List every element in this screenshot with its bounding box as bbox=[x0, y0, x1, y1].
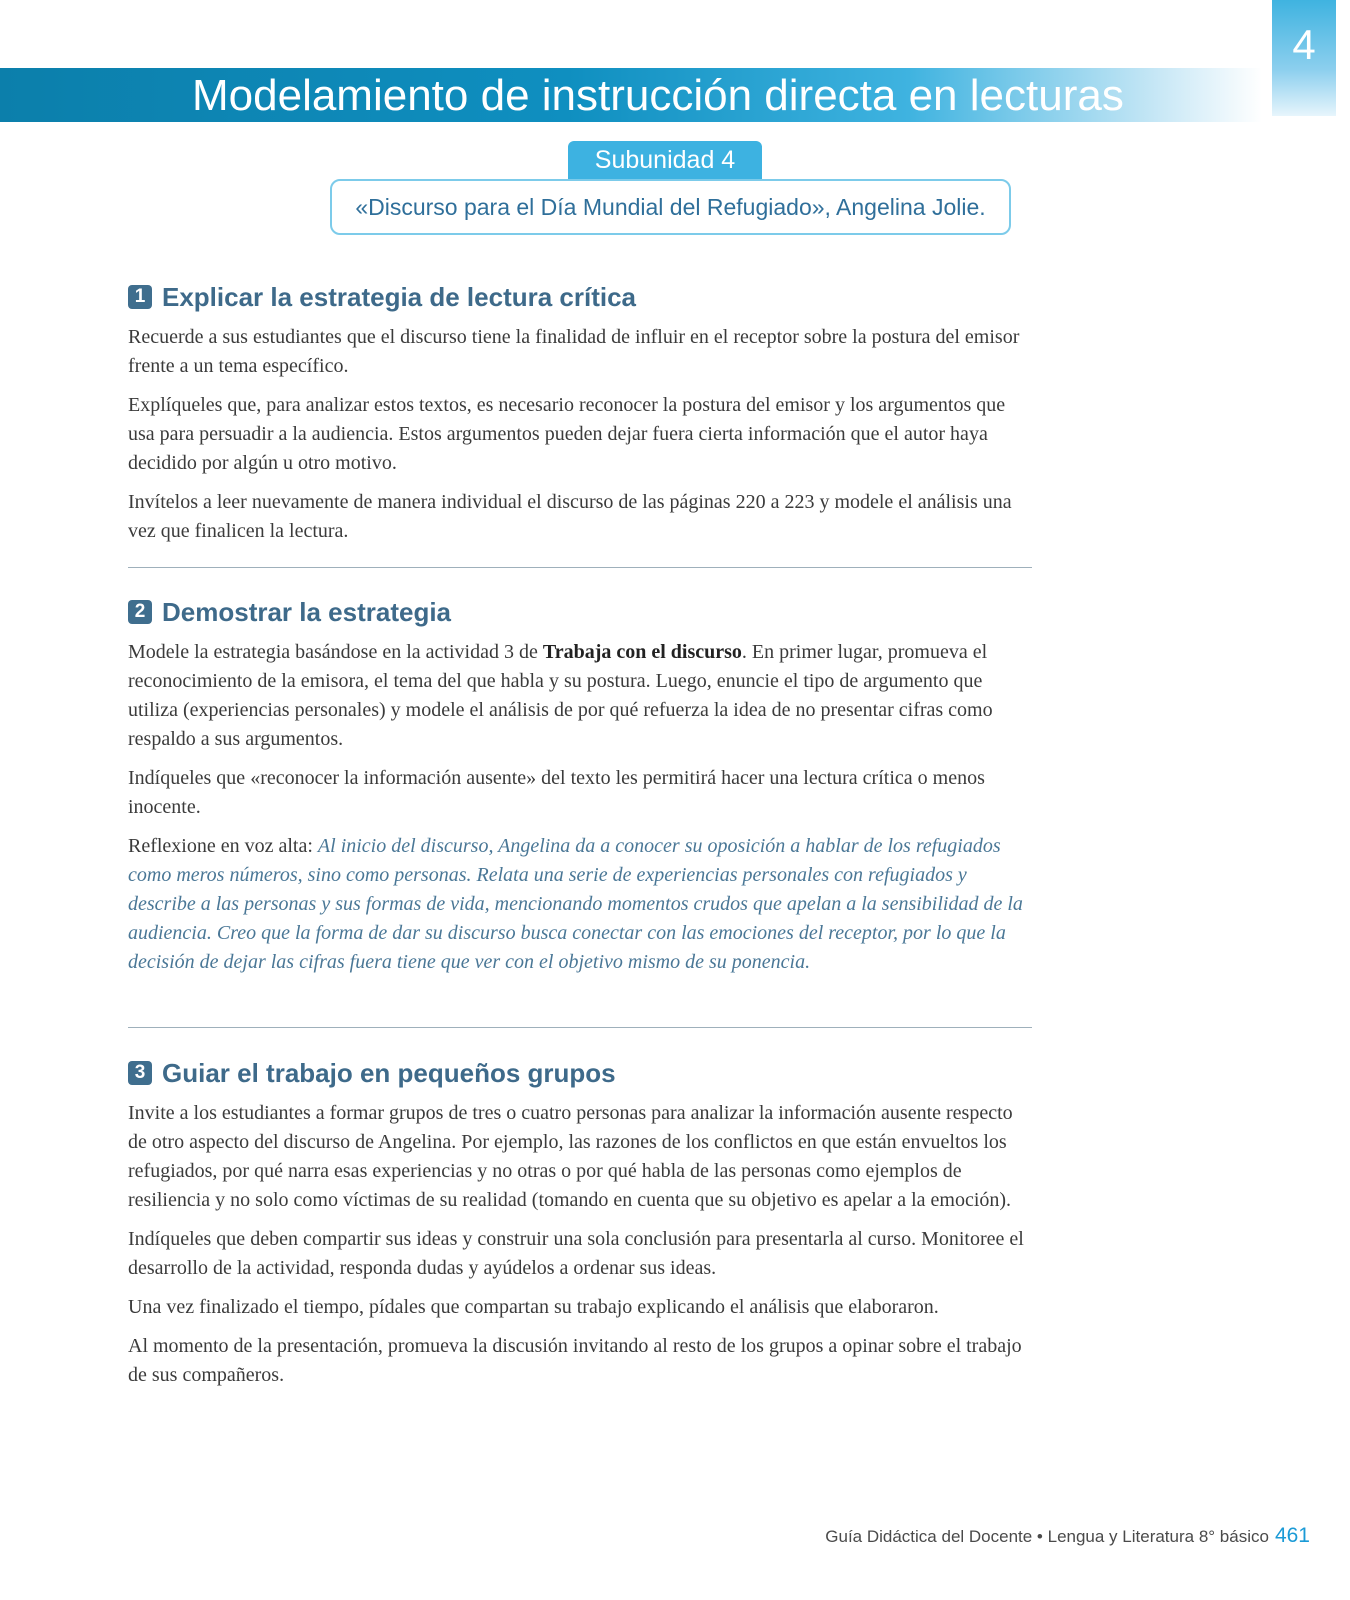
think-aloud-lead: Reflexione en voz alta: bbox=[128, 835, 318, 857]
subunit-tag: Subunidad 4 bbox=[568, 141, 762, 179]
section-divider bbox=[128, 1027, 1032, 1028]
section-demostrar bbox=[128, 596, 1033, 987]
paragraph: Explíqueles que, para analizar estos textos, es necesario reconocer la postura del emisor y los argumentos que usa para persuadir a la audiencia. Estos argumentos pueden dejar fuera cierta información que el autor haya decidido por algún u otro motivo. bbox=[128, 394, 1006, 474]
paragraph: Recuerde a sus estudiantes que el discurso tiene la finalidad de influir en el receptor sobre la postura del emisor frente a un tema específico. bbox=[128, 326, 1020, 377]
section-heading bbox=[128, 596, 1033, 628]
paragraph: Invítelos a leer nuevamente de manera individual el discurso de las páginas 220 a 223 y modele el análisis una vez que finalicen la lectura. bbox=[128, 491, 1012, 542]
section-divider bbox=[128, 567, 1032, 568]
activity-reference: Trabaja con el discurso bbox=[542, 641, 742, 663]
page-title: Modelamiento de instrucción directa en lecturas bbox=[192, 71, 1124, 120]
page-footer bbox=[825, 1524, 1310, 1548]
section-title: Demostrar la estrategia bbox=[162, 597, 452, 627]
paragraph bbox=[128, 832, 1033, 977]
paragraph: Al momento de la presentación, promueva la discusión invitando al resto de los grupos a opinar sobre el trabajo de sus compañeros. bbox=[128, 1335, 1022, 1386]
paragraph-text: . En primer lugar, promueva el reconocimiento de la emisora, el tema del que habla y su postura. Luego, enuncie el tipo de argumento que utiliza (experiencias personales) y modele el análisis de por qué refuerza la idea de no presentar cifras como respaldo a sus argumentos. bbox=[128, 641, 993, 750]
reading-title-box: «Discurso para el Día Mundial del Refugiado», Angelina Jolie. bbox=[330, 179, 1011, 235]
unit-number: 4 bbox=[1292, 21, 1316, 68]
paragraph: Invite a los estudiantes a formar grupos de tres o cuatro personas para analizar la información ausente respecto de otro aspecto del discurso de Angelina. Por ejemplo, las razones de los conflictos en que están envueltos los refugiados, por qué narra esas experiencias y no otras o por qué habla de las personas como ejemplos de resiliencia y no solo como víctimas de su realidad (tomando en cuenta que su objetivo es apelar a la emoción). bbox=[128, 1102, 1013, 1211]
page-number: 461 bbox=[1274, 1524, 1310, 1547]
section-title: Explicar la estrategia de lectura crítica bbox=[162, 282, 637, 312]
step-number-badge: 1 bbox=[128, 285, 152, 309]
footer-text: Guía Didáctica del Docente • Lengua y Literatura 8° básico bbox=[825, 1527, 1269, 1546]
step-number-badge: 2 bbox=[128, 600, 152, 624]
section-guiar bbox=[128, 1057, 1033, 1400]
section-heading bbox=[128, 1057, 1033, 1089]
paragraph: Una vez finalizado el tiempo, pídales que compartan su trabajo explicando el análisis que elaboraron. bbox=[128, 1296, 939, 1318]
paragraph: Indíqueles que deben compartir sus ideas y construir una sola conclusión para presentarla al curso. Monitoree el desarrollo de la actividad, responda dudas y ayúdelos a ordenar sus ideas. bbox=[128, 1228, 1024, 1279]
section-heading bbox=[128, 281, 1033, 313]
section-explicar bbox=[128, 281, 1033, 556]
paragraph bbox=[128, 638, 1033, 754]
paragraph: Indíqueles que «reconocer la información ausente» del texto les permitirá hacer una lectura crítica o menos inocente. bbox=[128, 767, 985, 818]
paragraph-text: Modele la estrategia basándose en la actividad 3 de bbox=[128, 641, 543, 663]
unit-tab bbox=[1272, 0, 1336, 116]
think-aloud-text: Al inicio del discurso, Angelina da a conocer su oposición a hablar de los refugiados como meros números, sino como personas. Relata una serie de experiencias personales con refugiados y describe a las personas y sus formas de vida, mencionando momentos crudos que apelan a la sensibilidad de la audiencia. Creo que la forma de dar su discurso busca conectar con las emociones del receptor, por lo que la decisión de dejar las cifras fuera tiene que ver con el objetivo mismo de su ponencia. bbox=[128, 835, 1023, 973]
section-title: Guiar el trabajo en pequeños grupos bbox=[162, 1058, 616, 1088]
step-number-badge: 3 bbox=[128, 1061, 152, 1085]
